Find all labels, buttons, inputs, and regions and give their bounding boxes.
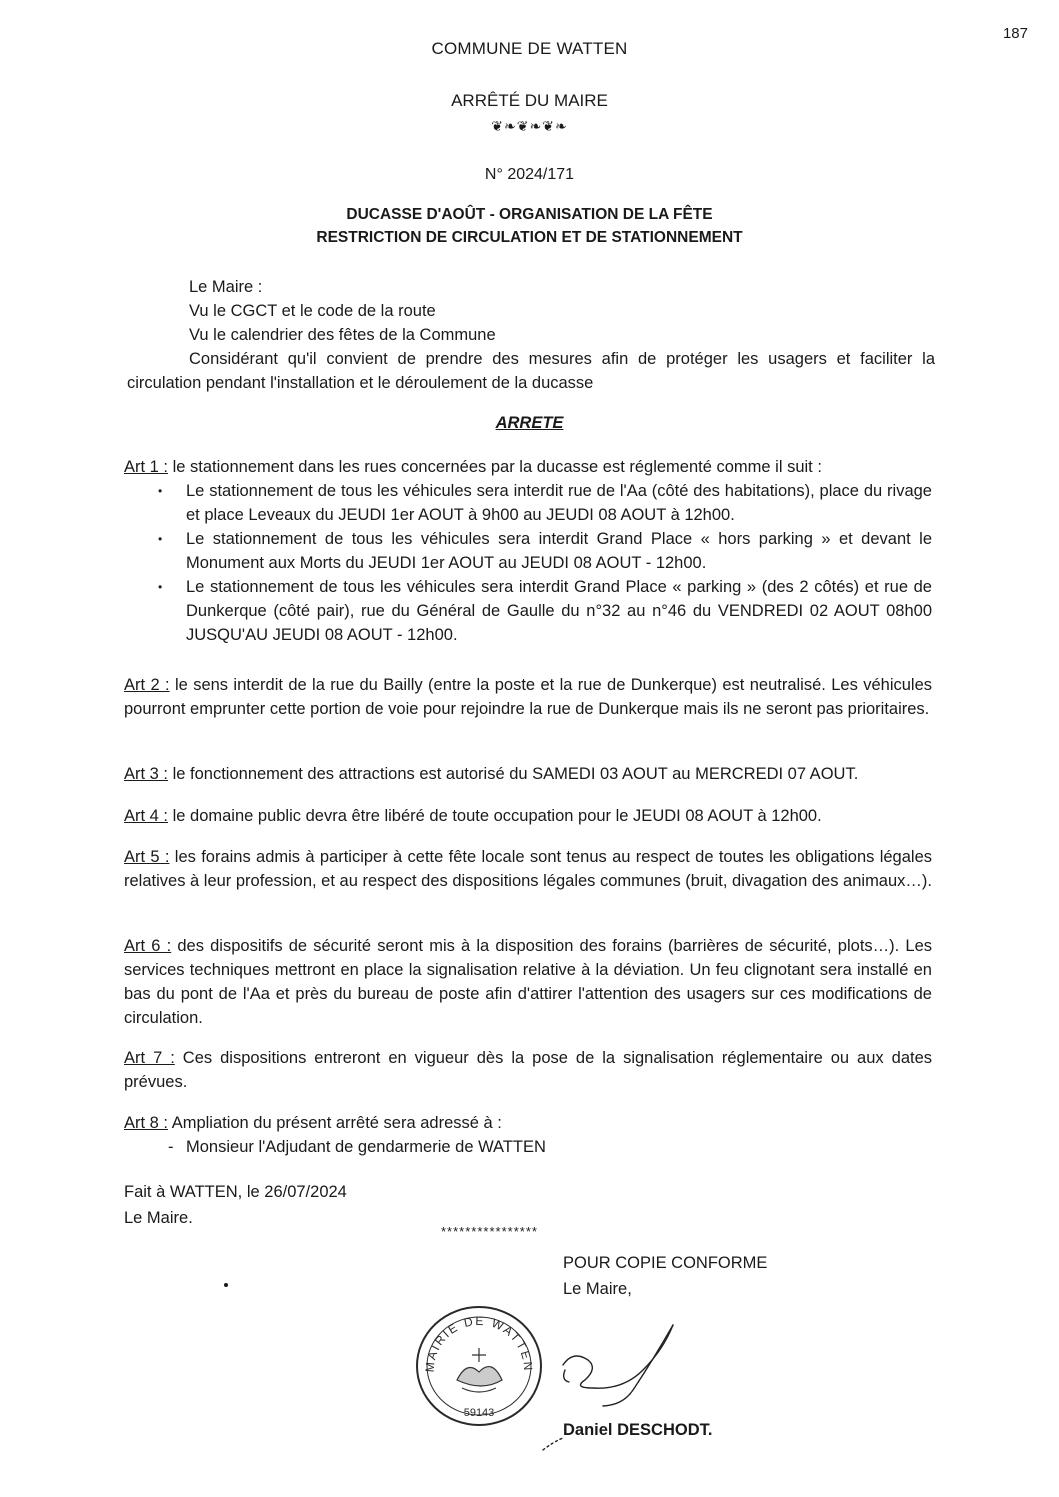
list-item <box>124 479 932 527</box>
preamble-line: Vu le CGCT et le code de la route <box>189 302 436 320</box>
article-text: le stationnement dans les rues concernées par la ducasse est réglementé comme il suit : <box>168 458 822 476</box>
preamble <box>127 275 935 395</box>
separator-stars: **************** <box>441 1224 538 1239</box>
svg-text:MAIRIE DE WATTEN <box>423 1314 536 1373</box>
article-5 <box>124 845 932 893</box>
commune-name: COMMUNE DE WATTEN <box>431 39 628 58</box>
article-4 <box>124 804 932 828</box>
arrete-heading: ARRETE <box>495 414 564 432</box>
article-text: Ces dispositions entreront en vigueur dès la pose de la signalisation réglementaire ou aux dates prévues. <box>124 1049 933 1091</box>
copy-conform-block <box>563 1250 767 1302</box>
article-label: Art 5 : <box>124 848 170 866</box>
recipient-item <box>124 1135 932 1159</box>
article-text: les forains admis à participer à cette fête locale sont tenus au respect de toutes les obligations légales relatives à leur profession, et au respect des dispositions légales communes (bruit, divagation des animaux…). <box>124 848 932 890</box>
decree-subject <box>0 203 1059 249</box>
article-8 <box>124 1111 932 1159</box>
seal-text-bottom: 59143 <box>463 1407 495 1419</box>
mayor-label: Le Maire. <box>124 1209 193 1227</box>
official-seal-icon <box>412 1300 546 1430</box>
article-text: le fonctionnement des attractions est autorisé du SAMEDI 03 AOUT au MERCREDI 07 AOUT. <box>168 765 859 783</box>
decree-number: N° 2024/171 <box>484 166 575 183</box>
page-number: 187 <box>1002 25 1028 42</box>
dash-icon: - <box>168 1138 174 1156</box>
subject-line-2: RESTRICTION DE CIRCULATION ET DE STATIONNEMENT <box>316 229 743 246</box>
list-item-text: Le stationnement de tous les véhicules sera interdit rue de l'Aa (côté des habitations), place du rivage et place Leveaux du JEUDI 1er AOUT à 9h00 au JEUDI 08 AOUT à 12h00. <box>186 482 932 524</box>
article-text: Ampliation du présent arrêté sera adressé à : <box>168 1114 502 1132</box>
article-label: Art 3 : <box>124 765 169 783</box>
list-item <box>124 527 932 575</box>
article-label: Art 6 : <box>124 937 172 955</box>
bullet-icon: • <box>158 484 163 498</box>
article-label: Art 1 : <box>124 458 169 476</box>
signed-place-date: Fait à WATTEN, le 26/07/2024 <box>124 1183 347 1201</box>
article-text: des dispositifs de sécurité seront mis à la disposition des forains (barrières de sécurité, plots…). Les services techniques mettront en place la signalisation relative à la déviation. Un feu clignotant sera installé en bas du pont de l'Aa et près du bureau de poste afin d'attirer l'attention des usagers sur ces modifications de circulation. <box>124 937 933 1027</box>
article-label: Art 7 : <box>124 1049 175 1067</box>
article-label: Art 8 : <box>124 1114 169 1132</box>
ornament-divider: ❦❧❦❧❦❧ <box>491 118 568 134</box>
decree-title: ARRÊTÉ DU MAIRE <box>451 91 608 110</box>
copy-conform-mayor: Le Maire, <box>563 1280 632 1298</box>
signatory-name: Daniel DESCHODT. <box>563 1421 713 1439</box>
bullet-icon: • <box>158 532 163 546</box>
preamble-considerant: Considérant qu'il convient de prendre des mesures afin de protéger les usagers et faciliter la circulation pendant l'installation et le déroulement de la ducasse <box>127 350 935 392</box>
article-7 <box>124 1046 932 1094</box>
recipient-text: Monsieur l'Adjudant de gendarmerie de WATTEN <box>186 1138 546 1156</box>
preamble-line: Le Maire : <box>189 278 263 296</box>
article-1 <box>124 455 932 647</box>
seal-text-top: MAIRIE DE WATTEN <box>422 1313 536 1373</box>
article-label: Art 2 : <box>124 676 170 694</box>
preamble-line: Vu le calendrier des fêtes de la Commune <box>189 326 496 344</box>
article-2 <box>124 673 932 721</box>
list-item-text: Le stationnement de tous les véhicules sera interdit Grand Place « hors parking » et devant le Monument aux Morts du JEUDI 1er AOUT au JEUDI 08 AOUT - 12h00. <box>186 530 932 572</box>
article-6 <box>124 934 932 1030</box>
article-1-list <box>124 479 932 647</box>
article-text: le sens interdit de la rue du Bailly (entre la poste et la rue de Dunkerque) est neutralisé. Les véhicules pourront emprunter cette portion de voie pour rejoindre la rue de Dunkerque mais ils ne seront pas prioritaires. <box>124 676 933 718</box>
bullet-icon: • <box>158 580 163 594</box>
list-item-text: Le stationnement de tous les véhicules sera interdit Grand Place « parking » (des 2 côtés) et rue de Dunkerque (côté pair), rue du Général de Gaulle du n°32 au n°46 du VENDREDI 02 AOUT 08h00 JUSQU'AU JEUDI 08 AOUT - 12h00. <box>186 578 932 644</box>
article-text: le domaine public devra être libéré de toute occupation pour le JEUDI 08 AOUT à 12h00. <box>168 807 822 825</box>
copy-conform-label: POUR COPIE CONFORME <box>563 1254 768 1272</box>
subject-line-1: DUCASSE D'AOÛT - ORGANISATION DE LA FÊTE <box>346 206 713 223</box>
stray-dot <box>224 1283 228 1287</box>
article-3 <box>124 762 932 786</box>
article-label: Art 4 : <box>124 807 169 825</box>
list-item <box>124 575 932 647</box>
